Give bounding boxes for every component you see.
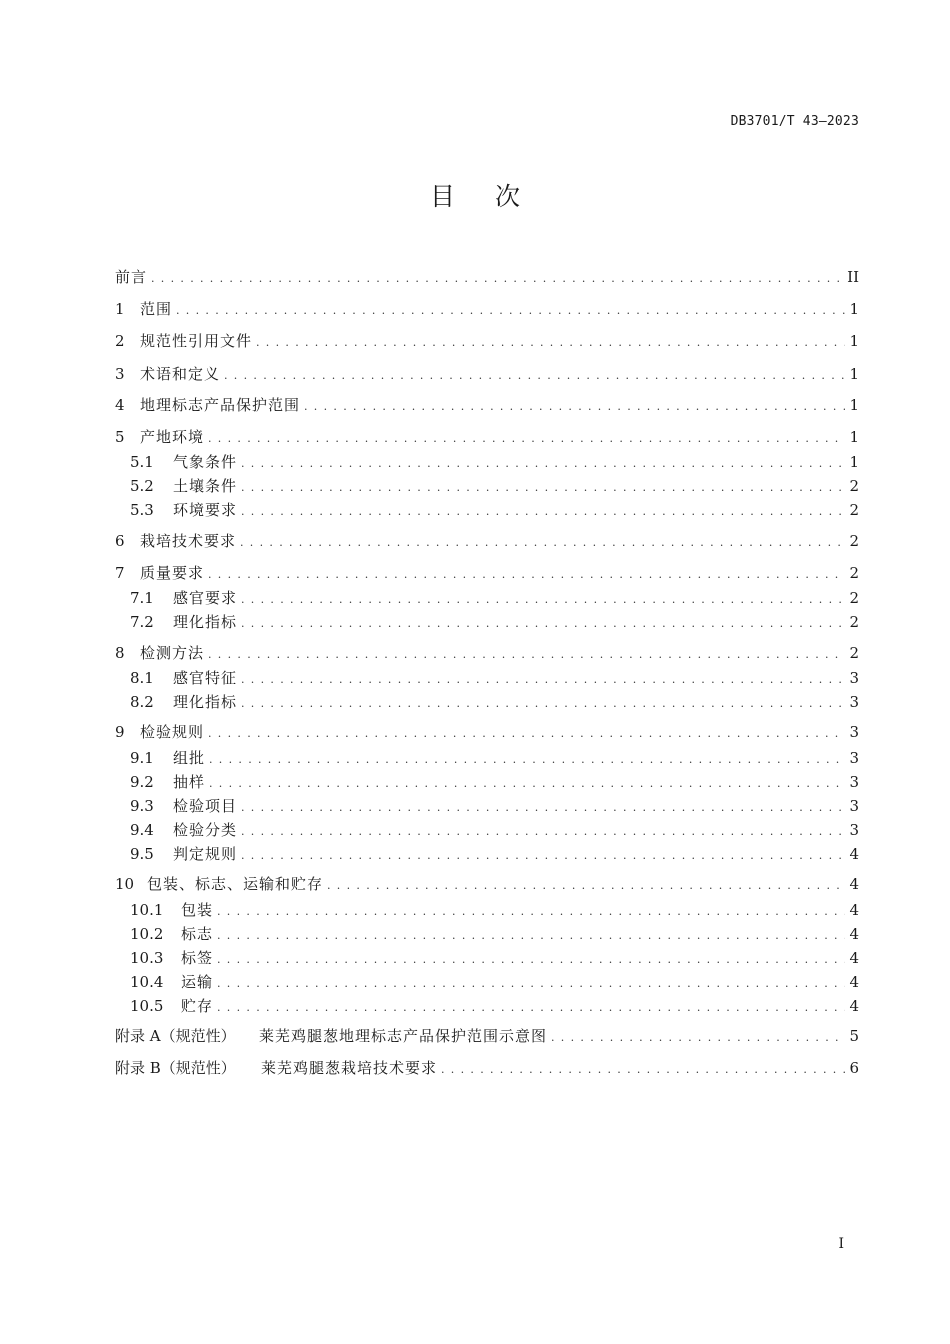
toc-entry-10[interactable] — [115, 874, 859, 894]
toc-leader-dots — [241, 692, 845, 712]
toc-entry-label: 标志 — [181, 925, 214, 943]
toc-entry-number: 7.2 — [130, 613, 154, 631]
toc-entry-number: 4 — [115, 396, 125, 414]
toc-entry-label: 栽培技术要求 — [140, 532, 237, 550]
toc-entry-appendix-b[interactable] — [115, 1058, 859, 1078]
toc-entry-number: 9.2 — [130, 773, 154, 791]
toc-entry-number: 7 — [115, 564, 125, 582]
toc-entry-number: 10.3 — [130, 949, 164, 967]
toc-entry-label: 包装 — [181, 901, 214, 919]
toc-entry-label: 莱芜鸡腿葱栽培技术要求 — [261, 1059, 438, 1077]
toc-leader-dots — [217, 924, 845, 944]
toc-entry-page: 3 — [849, 669, 859, 687]
toc-entry-number: 附录 B（规范性） — [115, 1059, 236, 1077]
toc-leader-dots — [217, 948, 845, 968]
toc-entry-10-1[interactable] — [130, 900, 859, 920]
toc-entry-page: 5 — [849, 1027, 859, 1045]
toc-entry-8-1[interactable] — [130, 668, 859, 688]
toc-entry-label: 标签 — [181, 949, 214, 967]
toc-entry-2[interactable] — [115, 331, 859, 351]
toc-leader-dots — [208, 722, 845, 742]
toc-entry-page: 3 — [849, 723, 859, 741]
toc-entry-8[interactable] — [115, 643, 859, 663]
toc-entry-number: 5 — [115, 428, 125, 446]
toc-entry-3[interactable] — [115, 364, 859, 384]
toc-entry-page: 4 — [849, 845, 859, 863]
toc-entry-page: 1 — [849, 453, 859, 471]
toc-entry-label: 理化指标 — [173, 693, 238, 711]
toc-entry-10-3[interactable] — [130, 948, 859, 968]
toc-entry-label: 前言 — [115, 268, 148, 286]
toc-entry-page: 4 — [849, 949, 859, 967]
toc-entry-7-1[interactable] — [130, 588, 859, 608]
toc-entry-page: 4 — [849, 925, 859, 943]
toc-leader-dots — [176, 299, 845, 319]
toc-leader-dots — [241, 452, 845, 472]
toc-entry-label: 检测方法 — [140, 644, 205, 662]
toc-leader-dots — [208, 643, 845, 663]
toc-entry-page: 6 — [849, 1059, 859, 1077]
toc-entry-label: 产地环境 — [140, 428, 205, 446]
toc-entry-label: 包装、标志、运输和贮存 — [147, 875, 324, 893]
toc-leader-dots — [327, 874, 845, 894]
toc-entry-1[interactable] — [115, 299, 859, 319]
toc-entry-page: 3 — [849, 821, 859, 839]
toc-entry-page: 1 — [849, 396, 859, 414]
toc-entry-label: 组批 — [173, 749, 206, 767]
toc-entry-10-5[interactable] — [130, 996, 859, 1016]
toc-entry-10-2[interactable] — [130, 924, 859, 944]
toc-entry-label: 感官特征 — [173, 669, 238, 687]
toc-entry-page: II — [847, 268, 859, 286]
toc-entry-page: 2 — [849, 589, 859, 607]
toc-entry-page: 2 — [849, 564, 859, 582]
toc-entry-number: 10.5 — [130, 997, 164, 1015]
toc-entry-label: 判定规则 — [173, 845, 238, 863]
toc-entry-page: 3 — [849, 797, 859, 815]
page-number: I — [838, 1236, 844, 1252]
toc-entry-5-2[interactable] — [130, 476, 859, 496]
toc-entry-number: 8.1 — [130, 669, 154, 687]
toc-entry-number: 1 — [115, 300, 125, 318]
toc-leader-dots — [208, 427, 845, 447]
document-code: DB3701/T 43—2023 — [730, 114, 859, 129]
toc-entry-number: 10.1 — [130, 901, 164, 919]
toc-entry-page: 3 — [849, 693, 859, 711]
toc-entry-page: 4 — [849, 875, 859, 893]
toc-entry-number: 2 — [115, 332, 125, 350]
toc-leader-dots — [241, 500, 845, 520]
toc-leader-dots — [224, 364, 845, 384]
toc-leader-dots — [241, 796, 845, 816]
toc-entry-number: 8.2 — [130, 693, 154, 711]
toc-leader-dots — [241, 476, 845, 496]
toc-entry-page: 1 — [849, 428, 859, 446]
toc-leader-dots — [208, 563, 845, 583]
toc-entry-9-1[interactable] — [130, 748, 859, 768]
toc-entry-5-3[interactable] — [130, 500, 859, 520]
toc-entry-appendix-a[interactable] — [115, 1026, 859, 1046]
toc-entry-page: 4 — [849, 997, 859, 1015]
toc-entry-page: 1 — [849, 300, 859, 318]
toc-entry-4[interactable] — [115, 395, 859, 415]
toc-entry-7[interactable] — [115, 563, 859, 583]
toc-entry-label: 环境要求 — [173, 501, 238, 519]
toc-leader-dots — [217, 972, 845, 992]
toc-entry-label: 规范性引用文件 — [140, 332, 253, 350]
toc-entry-number: 9.4 — [130, 821, 154, 839]
toc-leader-dots — [217, 996, 845, 1016]
toc-entry-label: 莱芜鸡腿葱地理标志产品保护范围示意图 — [259, 1027, 548, 1045]
toc-entry-number: 9.1 — [130, 749, 154, 767]
toc-entry-8-2[interactable] — [130, 692, 859, 712]
toc-entry-9-5[interactable] — [130, 844, 859, 864]
toc-entry-page: 2 — [849, 477, 859, 495]
toc-entry-number: 5.3 — [130, 501, 154, 519]
toc-entry-page: 2 — [849, 501, 859, 519]
toc-leader-dots — [209, 748, 845, 768]
toc-entry-number: 9.5 — [130, 845, 154, 863]
toc-entry-page: 1 — [849, 332, 859, 350]
toc-leader-dots — [217, 900, 845, 920]
toc-leader-dots — [151, 267, 843, 287]
toc-entry-page: 4 — [849, 973, 859, 991]
toc-entry-page: 1 — [849, 365, 859, 383]
toc-entry-7-2[interactable] — [130, 612, 859, 632]
toc-leader-dots — [256, 331, 845, 351]
toc-entry-number: 9.3 — [130, 797, 154, 815]
toc-entry-foreword[interactable] — [115, 267, 859, 287]
toc-entry-label: 地理标志产品保护范围 — [140, 396, 301, 414]
toc-entry-label: 检验规则 — [140, 723, 205, 741]
toc-entry-number: 6 — [115, 532, 125, 550]
toc-entry-label: 感官要求 — [173, 589, 238, 607]
toc-entry-page: 3 — [849, 749, 859, 767]
toc-entry-6[interactable] — [115, 531, 859, 551]
toc-entry-page: 4 — [849, 901, 859, 919]
toc-leader-dots — [240, 531, 845, 551]
toc-entry-label: 理化指标 — [173, 613, 238, 631]
toc-entry-9-4[interactable] — [130, 820, 859, 840]
toc-entry-label: 气象条件 — [173, 453, 238, 471]
toc-entry-number: 5.1 — [130, 453, 154, 471]
toc-leader-dots — [241, 668, 845, 688]
toc-entry-number: 10.4 — [130, 973, 164, 991]
toc-entry-label: 运输 — [181, 973, 214, 991]
toc-leader-dots — [241, 612, 845, 632]
toc-entry-10-4[interactable] — [130, 972, 859, 992]
toc-leader-dots — [241, 588, 845, 608]
toc-entry-label: 检验项目 — [173, 797, 238, 815]
toc-entry-label: 质量要求 — [140, 564, 205, 582]
toc-leader-dots — [441, 1058, 845, 1078]
toc-leader-dots — [241, 820, 845, 840]
toc-entry-5[interactable] — [115, 427, 859, 447]
toc-entry-number: 8 — [115, 644, 125, 662]
toc-entry-number: 3 — [115, 365, 125, 383]
toc-entry-page: 3 — [849, 773, 859, 791]
toc-entry-number: 10 — [115, 875, 135, 893]
toc-entry-label: 贮存 — [181, 997, 214, 1015]
toc-entry-label: 抽样 — [173, 773, 206, 791]
toc-entry-number: 10.2 — [130, 925, 164, 943]
toc-entry-5-1[interactable] — [130, 452, 859, 472]
toc-entry-number: 5.2 — [130, 477, 154, 495]
toc-entry-9-2[interactable] — [130, 772, 859, 792]
toc-leader-dots — [241, 844, 845, 864]
title-char-left: 目 — [429, 182, 455, 211]
toc-entry-label: 范围 — [140, 300, 173, 318]
toc-entry-page: 2 — [849, 644, 859, 662]
toc-entry-number: 附录 A（规范性） — [115, 1027, 236, 1045]
toc-entry-9[interactable] — [115, 722, 859, 742]
toc-entry-label: 检验分类 — [173, 821, 238, 839]
toc-leader-dots — [304, 395, 845, 415]
toc-leader-dots — [209, 772, 845, 792]
toc-entry-9-3[interactable] — [130, 796, 859, 816]
toc-leader-dots — [551, 1026, 845, 1046]
toc-entry-page: 2 — [849, 532, 859, 550]
toc-entry-label: 土壤条件 — [173, 477, 238, 495]
toc-entry-label: 术语和定义 — [140, 365, 221, 383]
toc-entry-page: 2 — [849, 613, 859, 631]
toc-entry-number: 9 — [115, 723, 125, 741]
title-char-right: 次 — [495, 182, 521, 211]
toc-entry-number: 7.1 — [130, 589, 154, 607]
